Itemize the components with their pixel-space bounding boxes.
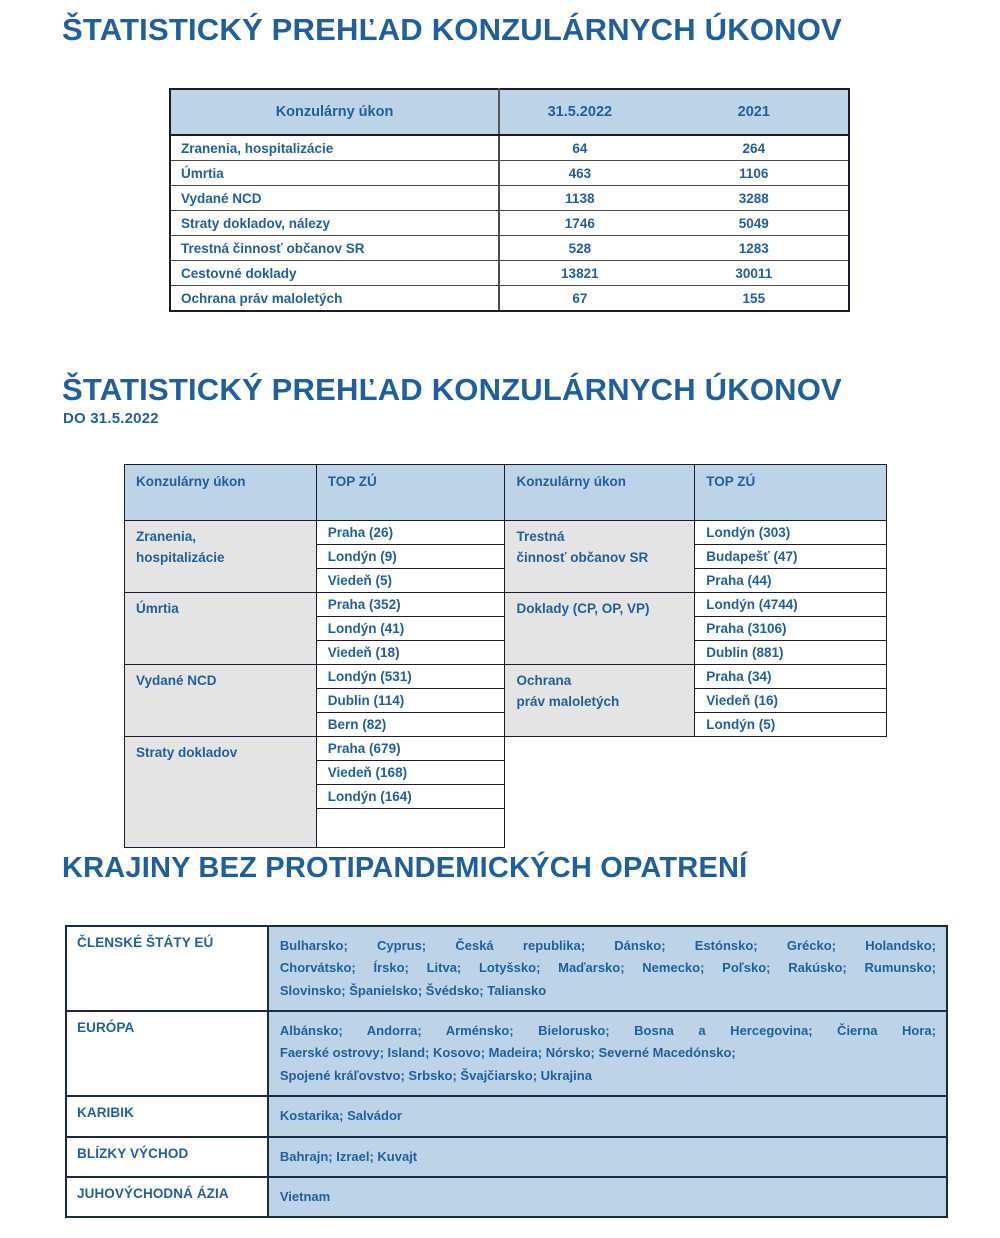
table-row — [125, 665, 887, 689]
category-cell — [125, 665, 317, 737]
table-header-row — [170, 89, 849, 135]
top-consulates-table — [124, 464, 887, 848]
country-line: Kostarika; Salvádor — [279, 1108, 402, 1124]
region-countries — [268, 1177, 947, 1217]
region-countries — [268, 1096, 947, 1136]
table-header-row — [125, 465, 887, 521]
category-line: Úmrtia — [136, 601, 179, 616]
region-countries — [268, 1011, 947, 1096]
value-cell: Praha (3106) — [695, 617, 887, 641]
region-countries — [268, 1137, 947, 1177]
table-row — [66, 1177, 947, 1217]
row-value-2022: 463 — [499, 161, 660, 186]
spacer-cell — [505, 737, 695, 848]
spacer-cell — [695, 737, 887, 848]
category-cell — [125, 593, 317, 665]
value-cell: Praha (26) — [316, 521, 505, 545]
table-row — [66, 1096, 947, 1136]
category-line: Trestná — [516, 529, 565, 544]
country-line: Slovinsko; Španielsko; Švédsko; Taliansko — [279, 982, 547, 998]
value-cell: Londýn (5) — [695, 713, 887, 737]
col-header-top-left: TOP ZÚ — [316, 465, 505, 521]
category-line: hospitalizácie — [136, 549, 225, 565]
country-line: Faerské ostrovy; Island; Kosovo; Madeira; Nórsko; Severné Macedónsko; — [279, 1045, 736, 1061]
category-line: práv maloletých — [516, 693, 620, 709]
row-value-2021: 30011 — [660, 261, 849, 286]
value-cell: Bern (82) — [316, 713, 505, 737]
row-value-2022: 1746 — [499, 211, 660, 236]
value-cell: Londýn (531) — [316, 665, 505, 689]
value-cell: Praha (44) — [695, 569, 887, 593]
col-header-act-left: Konzulárny úkon — [125, 465, 317, 521]
region-label: KARIBIK — [66, 1096, 268, 1136]
row-value-2021: 264 — [660, 135, 849, 161]
row-label: Vydané NCD — [170, 186, 499, 211]
table-row — [170, 161, 849, 186]
table-row — [170, 261, 849, 286]
row-label: Cestovné doklady — [170, 261, 499, 286]
section3-heading: KRAJINY BEZ PROTIPANDEMICKÝCH OPATRENÍ — [62, 852, 748, 884]
table-row — [66, 1137, 947, 1177]
table-row — [125, 737, 887, 761]
table-row — [170, 186, 849, 211]
value-cell: Viedeň (16) — [695, 689, 887, 713]
value-cell: Praha (34) — [695, 665, 887, 689]
table-row — [66, 926, 947, 1011]
col-header-act: Konzulárny úkon — [170, 89, 499, 135]
row-value-2022: 64 — [499, 135, 660, 161]
category-line: Ochrana — [516, 673, 572, 688]
row-label: Trestná činnosť občanov SR — [170, 236, 499, 261]
value-cell: Londýn (164) — [316, 785, 505, 809]
value-cell: Dublin (114) — [316, 689, 505, 713]
row-value-2022: 1138 — [499, 186, 660, 211]
row-label: Úmrtia — [170, 161, 499, 186]
row-label: Ochrana práv maloletých — [170, 286, 499, 312]
region-label: JUHOVÝCHODNÁ ÁZIA — [66, 1177, 268, 1217]
row-value-2021: 1106 — [660, 161, 849, 186]
table-row — [170, 236, 849, 261]
table-row — [66, 1011, 947, 1096]
category-line: činnosť občanov SR — [516, 549, 649, 565]
section2-heading: ŠTATISTICKÝ PREHĽAD KONZULÁRNYCH ÚKONOV — [62, 372, 842, 407]
country-line: Bahrajn; Izrael; Kuvajt — [279, 1148, 418, 1164]
category-line: Zranenia, — [136, 529, 197, 544]
value-cell: Viedeň (168) — [316, 761, 505, 785]
category-cell — [505, 665, 695, 737]
value-cell: Londýn (4744) — [695, 593, 887, 617]
category-cell — [505, 593, 695, 665]
country-line: Chorvátsko; Írsko; Litva; Lotyšsko; Maďarsko; Nemecko; Poľsko; Rakúsko; Rumunsko; — [279, 960, 936, 976]
region-label: EURÓPA — [66, 1011, 268, 1096]
row-value-2022: 67 — [499, 286, 660, 312]
region-label: ČLENSKÉ ŠTÁTY EÚ — [66, 926, 268, 1011]
country-line: Spojené kráľovstvo; Srbsko; Švajčiarsko; Ukrajina — [279, 1067, 592, 1083]
section2-subheading: DO 31.5.2022 — [63, 410, 159, 427]
col-header-top-right: TOP ZÚ — [695, 465, 887, 521]
table-row — [125, 593, 887, 617]
table-row — [170, 211, 849, 236]
row-value-2021: 5049 — [660, 211, 849, 236]
category-line: Doklady (CP, OP, VP) — [516, 601, 650, 616]
col-header-2022: 31.5.2022 — [499, 89, 660, 135]
value-cell: Praha (679) — [316, 737, 505, 761]
row-value-2022: 13821 — [499, 261, 660, 286]
value-cell: Dublin (881) — [695, 641, 887, 665]
row-value-2021: 1283 — [660, 236, 849, 261]
col-header-act-right: Konzulárny úkon — [505, 465, 695, 521]
category-line: Vydané NCD — [136, 673, 217, 688]
table-row — [170, 135, 849, 161]
table-row — [170, 286, 849, 312]
section1-heading: ŠTATISTICKÝ PREHĽAD KONZULÁRNYCH ÚKONOV — [62, 12, 842, 47]
row-value-2021: 155 — [660, 286, 849, 312]
col-header-2021: 2021 — [660, 89, 849, 135]
value-cell: Viedeň (5) — [316, 569, 505, 593]
value-cell: Praha (352) — [316, 593, 505, 617]
table-row — [125, 521, 887, 545]
value-cell-empty — [316, 809, 505, 848]
row-value-2021: 3288 — [660, 186, 849, 211]
category-line: Straty dokladov — [136, 745, 238, 760]
region-label: BLÍZKY VÝCHOD — [66, 1137, 268, 1177]
value-cell: Londýn (303) — [695, 521, 887, 545]
category-cell — [125, 521, 317, 593]
consular-acts-summary-table — [169, 88, 850, 312]
row-label: Straty dokladov, nálezy — [170, 211, 499, 236]
value-cell: Londýn (41) — [316, 617, 505, 641]
value-cell: Viedeň (18) — [316, 641, 505, 665]
category-cell — [505, 521, 695, 593]
category-cell — [125, 737, 317, 848]
country-line: Albánsko; Andorra; Arménsko; Bielorusko; Bosna a Hercegovina; Čierna Hora; — [279, 1023, 936, 1039]
row-label: Zranenia, hospitalizácie — [170, 135, 499, 161]
row-value-2022: 528 — [499, 236, 660, 261]
countries-without-measures-table — [65, 925, 948, 1218]
value-cell: Londýn (9) — [316, 545, 505, 569]
value-cell: Budapešť (47) — [695, 545, 887, 569]
country-line: Bulharsko; Cyprus; Česká republika; Dánsko; Estónsko; Grécko; Holandsko; — [279, 938, 936, 953]
region-countries — [268, 926, 947, 1011]
country-line: Vietnam — [279, 1188, 331, 1204]
